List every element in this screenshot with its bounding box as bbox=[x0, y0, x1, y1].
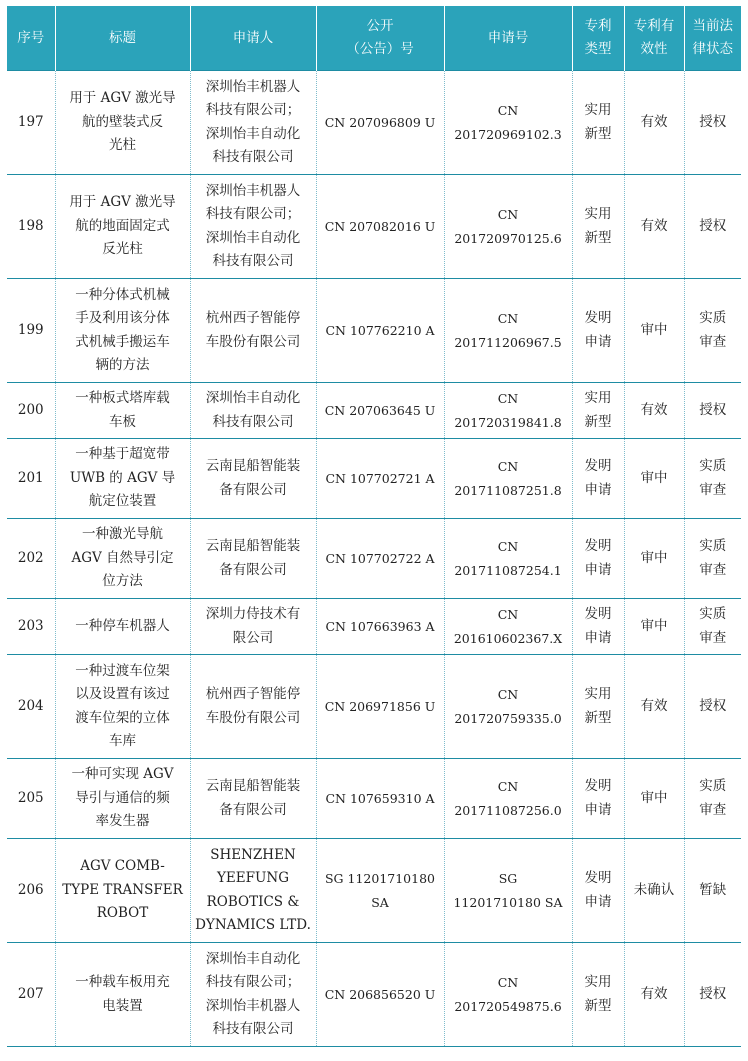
cell-applicant: 杭州西子智能停 车股份有限公司 bbox=[190, 655, 316, 759]
cell-applicant: 深圳力侍技术有 限公司 bbox=[190, 599, 316, 655]
cell-applicant: 深圳怡丰机器人 科技有限公司； 深圳怡丰自动化 科技有限公司 bbox=[190, 71, 316, 175]
cell-validity: 审中 bbox=[624, 599, 684, 655]
table-row bbox=[7, 279, 741, 383]
cell-applicant: 云南昆船智能装 备有限公司 bbox=[190, 439, 316, 519]
cell-seq: 207 bbox=[7, 943, 55, 1047]
cell-pub: CN 107762210 A bbox=[316, 279, 444, 383]
column-header-seq: 序号 bbox=[7, 6, 55, 71]
cell-title: 用于 AGV 激光导 航的壁装式反 光柱 bbox=[55, 71, 190, 175]
table-row bbox=[7, 759, 741, 839]
cell-pub: CN 107702721 A bbox=[316, 439, 444, 519]
cell-seq: 199 bbox=[7, 279, 55, 383]
cell-pub: CN 207082016 U bbox=[316, 175, 444, 279]
cell-seq: 203 bbox=[7, 599, 55, 655]
column-header-status: 当前法 律状态 bbox=[684, 6, 741, 71]
cell-app_no: CN 201720969102.3 bbox=[444, 71, 572, 175]
cell-applicant: 深圳怡丰自动化 科技有限公司 bbox=[190, 383, 316, 439]
cell-status: 暂缺 bbox=[684, 839, 741, 943]
cell-type: 实用 新型 bbox=[572, 383, 624, 439]
cell-applicant: 深圳怡丰机器人 科技有限公司； 深圳怡丰自动化 科技有限公司 bbox=[190, 175, 316, 279]
cell-validity: 有效 bbox=[624, 383, 684, 439]
cell-applicant: 云南昆船智能装 备有限公司 bbox=[190, 759, 316, 839]
cell-pub: CN 206856520 U bbox=[316, 943, 444, 1047]
cell-seq: 201 bbox=[7, 439, 55, 519]
cell-pub: CN 207096809 U bbox=[316, 71, 444, 175]
column-header-applicant: 申请人 bbox=[190, 6, 316, 71]
cell-type: 发明 申请 bbox=[572, 279, 624, 383]
table-row bbox=[7, 175, 741, 279]
column-header-type: 专利 类型 bbox=[572, 6, 624, 71]
cell-title: 一种可实现 AGV 导引与通信的频 率发生器 bbox=[55, 759, 190, 839]
cell-app_no: CN 201711206967.5 bbox=[444, 279, 572, 383]
cell-applicant: 深圳怡丰自动化 科技有限公司； 深圳怡丰机器人 科技有限公司 bbox=[190, 943, 316, 1047]
cell-app_no: CN 201720549875.6 bbox=[444, 943, 572, 1047]
cell-applicant: 杭州西子智能停 车股份有限公司 bbox=[190, 279, 316, 383]
table-row bbox=[7, 839, 741, 943]
cell-status: 实质 审查 bbox=[684, 759, 741, 839]
cell-app_no: CN 201711087254.1 bbox=[444, 519, 572, 599]
cell-app_no: SG 11201710180 SA bbox=[444, 839, 572, 943]
cell-applicant: SHENZHEN YEEFUNG ROBOTICS & DYNAMICS LTD. bbox=[190, 839, 316, 943]
cell-validity: 有效 bbox=[624, 175, 684, 279]
cell-type: 发明 申请 bbox=[572, 839, 624, 943]
cell-pub: CN 107659310 A bbox=[316, 759, 444, 839]
cell-title: 一种激光导航 AGV 自然导引定 位方法 bbox=[55, 519, 190, 599]
cell-app_no: CN 201711087256.0 bbox=[444, 759, 572, 839]
table-row bbox=[7, 599, 741, 655]
cell-validity: 审中 bbox=[624, 519, 684, 599]
cell-type: 发明 申请 bbox=[572, 439, 624, 519]
cell-validity: 审中 bbox=[624, 759, 684, 839]
cell-app_no: CN 201610602367.X bbox=[444, 599, 572, 655]
cell-app_no: CN 201720759335.0 bbox=[444, 655, 572, 759]
cell-status: 授权 bbox=[684, 383, 741, 439]
cell-seq: 198 bbox=[7, 175, 55, 279]
cell-validity: 审中 bbox=[624, 439, 684, 519]
cell-seq: 206 bbox=[7, 839, 55, 943]
cell-validity: 未确认 bbox=[624, 839, 684, 943]
cell-seq: 204 bbox=[7, 655, 55, 759]
cell-pub: CN 107663963 A bbox=[316, 599, 444, 655]
table-row bbox=[7, 655, 741, 759]
cell-type: 实用 新型 bbox=[572, 175, 624, 279]
cell-status: 授权 bbox=[684, 71, 741, 175]
cell-status: 实质 审查 bbox=[684, 279, 741, 383]
cell-pub: SG 11201710180 SA bbox=[316, 839, 444, 943]
cell-type: 发明 申请 bbox=[572, 599, 624, 655]
cell-title: AGV COMB- TYPE TRANSFER ROBOT bbox=[55, 839, 190, 943]
cell-status: 实质 审查 bbox=[684, 519, 741, 599]
table-row bbox=[7, 71, 741, 175]
cell-status: 实质 审查 bbox=[684, 439, 741, 519]
cell-seq: 197 bbox=[7, 71, 55, 175]
table-row bbox=[7, 383, 741, 439]
table-row bbox=[7, 943, 741, 1047]
cell-app_no: CN 201711087251.8 bbox=[444, 439, 572, 519]
cell-seq: 202 bbox=[7, 519, 55, 599]
cell-pub: CN 207063645 U bbox=[316, 383, 444, 439]
cell-type: 实用 新型 bbox=[572, 71, 624, 175]
cell-type: 发明 申请 bbox=[572, 759, 624, 839]
cell-seq: 205 bbox=[7, 759, 55, 839]
column-header-app_no: 申请号 bbox=[444, 6, 572, 71]
cell-type: 实用 新型 bbox=[572, 655, 624, 759]
cell-title: 一种分体式机械 手及利用该分体 式机械手搬运车 辆的方法 bbox=[55, 279, 190, 383]
cell-applicant: 云南昆船智能装 备有限公司 bbox=[190, 519, 316, 599]
cell-type: 发明 申请 bbox=[572, 519, 624, 599]
column-header-pub: 公开 （公告）号 bbox=[316, 6, 444, 71]
column-header-title: 标题 bbox=[55, 6, 190, 71]
cell-pub: CN 206971856 U bbox=[316, 655, 444, 759]
cell-title: 一种板式塔库载 车板 bbox=[55, 383, 190, 439]
table-body bbox=[7, 71, 741, 1047]
cell-app_no: CN 201720319841.8 bbox=[444, 383, 572, 439]
column-header-validity: 专利有 效性 bbox=[624, 6, 684, 71]
header-row bbox=[7, 6, 741, 71]
cell-title: 一种过渡车位架 以及设置有该过 渡车位架的立体 车库 bbox=[55, 655, 190, 759]
cell-status: 授权 bbox=[684, 175, 741, 279]
cell-title: 一种停车机器人 bbox=[55, 599, 190, 655]
cell-validity: 审中 bbox=[624, 279, 684, 383]
cell-seq: 200 bbox=[7, 383, 55, 439]
patent-table bbox=[7, 6, 741, 1047]
cell-title: 用于 AGV 激光导 航的地面固定式 反光柱 bbox=[55, 175, 190, 279]
cell-title: 一种载车板用充 电装置 bbox=[55, 943, 190, 1047]
table-row bbox=[7, 519, 741, 599]
cell-pub: CN 107702722 A bbox=[316, 519, 444, 599]
cell-status: 授权 bbox=[684, 655, 741, 759]
cell-validity: 有效 bbox=[624, 71, 684, 175]
cell-validity: 有效 bbox=[624, 943, 684, 1047]
cell-status: 实质 审查 bbox=[684, 599, 741, 655]
cell-validity: 有效 bbox=[624, 655, 684, 759]
cell-title: 一种基于超宽带 UWB 的 AGV 导 航定位装置 bbox=[55, 439, 190, 519]
cell-app_no: CN 201720970125.6 bbox=[444, 175, 572, 279]
cell-status: 授权 bbox=[684, 943, 741, 1047]
table-row bbox=[7, 439, 741, 519]
cell-type: 实用 新型 bbox=[572, 943, 624, 1047]
